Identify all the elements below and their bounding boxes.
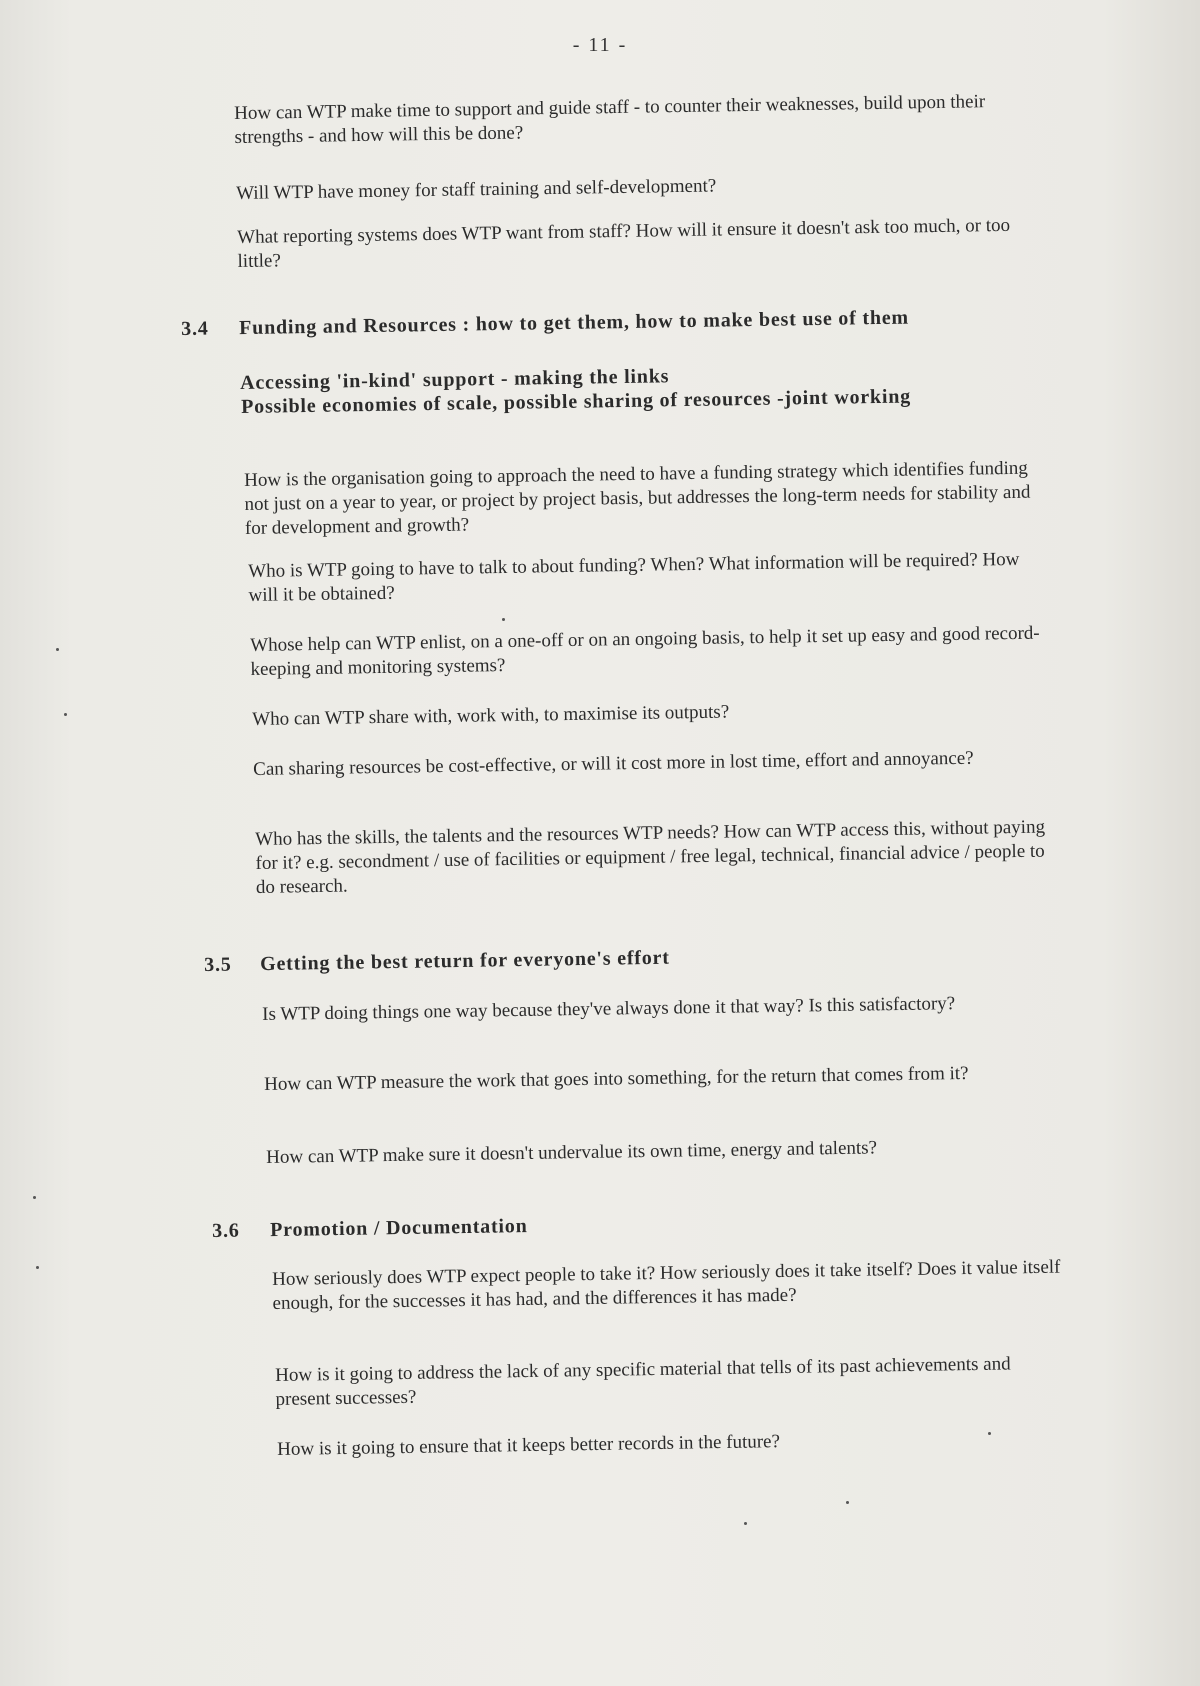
section-3-4-title: Funding and Resources : how to get them, how to make best use of them — [238, 306, 910, 340]
intro-question-1: How can WTP make time to support and guide staff - to counter their weaknesses, build upon their strengths - and how will this be done? — [234, 91, 986, 148]
scan-speck — [988, 1432, 991, 1435]
section-3-4-question-4: Who can WTP share with, work with, to maximise its outputs? — [252, 701, 730, 730]
scan-speck — [56, 648, 59, 651]
intro-question-2: Will WTP have money for staff training and self-development? — [236, 175, 717, 204]
section-3-6-heading — [212, 1207, 1012, 1243]
section-3-5-question-2: How can WTP measure the work that goes into something, for the return that comes from it? — [264, 1062, 969, 1095]
section-3-5-question-3: How can WTP make sure it doesn't undervalue its own time, energy and talents? — [266, 1137, 878, 1168]
section-3-5-question-1: Is WTP doing things one way because they've always done it that way? Is this satisfactory? — [262, 993, 956, 1025]
scan-speck — [744, 1522, 747, 1525]
section-3-4-number: 3.4 — [181, 317, 209, 340]
section-3-5-number: 3.5 — [204, 953, 232, 976]
intro-question-3: What reporting systems does WTP want from staff? How will it ensure it doesn't ask too much, or too little? — [237, 214, 1011, 272]
section-3-6-title: Promotion / Documentation — [269, 1215, 528, 1242]
section-3-4-subheading-1: Accessing 'in-kind' support - making the links — [240, 365, 670, 394]
section-3-6-question-2: How is it going to address the lack of any specific material that tells of its past achievements and present successes? — [275, 1353, 1011, 1410]
section-3-4-question-5: Can sharing resources be cost-effective, or will it cost more in lost time, effort and annoyance? — [253, 747, 974, 780]
section-3-5-heading — [204, 941, 1024, 977]
page-number: - 11 - — [572, 34, 628, 56]
section-3-6-question-1: How seriously does WTP expect people to take it? How seriously does it take itself? Does it value itself enough, for the successes it has had, and the differences it has made? — [272, 1256, 1061, 1314]
section-3-4-question-1: How is the organisation going to approach the need to have a funding strategy which identifies funding not just on a year to year, or project by project basis, but addresses the long-term needs for stability and for development and growth? — [244, 457, 1031, 539]
scan-speck — [36, 1266, 39, 1269]
section-3-5-title: Getting the best return for everyone's effort — [259, 946, 670, 976]
section-3-6-question-3: How is it going to ensure that it keeps better records in the future? — [277, 1431, 781, 1460]
scan-speck — [846, 1501, 849, 1504]
section-3-4-question-2: Who is WTP going to have to talk to about funding? When? What information will be required? How will it be obtained? — [248, 548, 1020, 606]
scan-speck — [64, 713, 67, 716]
scan-speck — [502, 618, 505, 621]
section-3-4-question-3: Whose help can WTP enlist, on a one-off or on an ongoing basis, to help it set up easy and good record-keeping and monitoring systems? — [250, 622, 1040, 680]
section-3-4-heading — [181, 305, 1031, 341]
scan-speck — [33, 1196, 36, 1199]
section-3-6-number: 3.6 — [212, 1219, 240, 1242]
section-3-4-question-6: Who has the skills, the talents and the resources WTP needs? How can WTP access this, without paying for it? e.g. secondment / use of facilities or equipment / free legal, technical, financial advice / people to do research. — [255, 816, 1046, 898]
section-3-4-subheading-2: Possible economies of scale, possible sharing of resources -joint working — [241, 385, 912, 418]
